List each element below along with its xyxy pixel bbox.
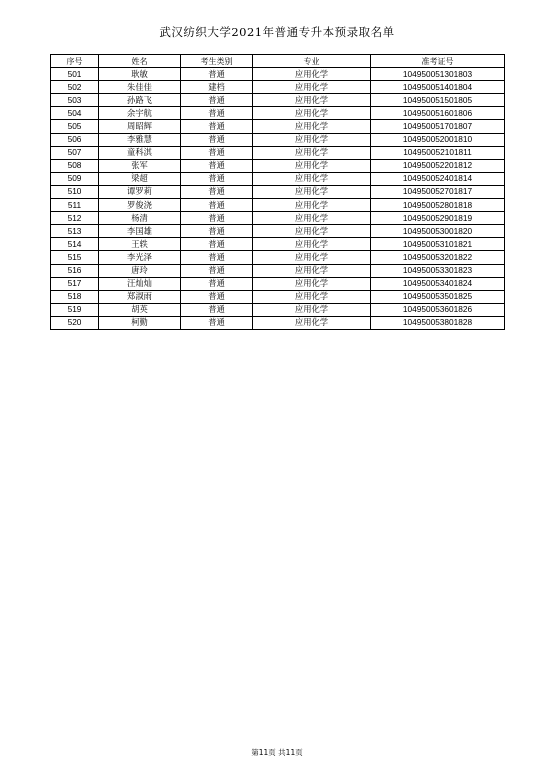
table-row: [51, 94, 505, 107]
cell-exam-number: 104950052401814: [371, 172, 505, 185]
table-row: [51, 133, 505, 146]
cell-category: 普通: [181, 185, 253, 198]
cell-exam-number: 104950053501825: [371, 290, 505, 303]
cell-name: 谭罗莉: [99, 185, 181, 198]
table-row: [51, 81, 505, 94]
table-row: [51, 159, 505, 172]
cell-seq: 506: [51, 133, 99, 146]
table-row: [51, 290, 505, 303]
cell-category: 普通: [181, 94, 253, 107]
cell-major: 应用化学: [253, 68, 371, 81]
cell-major: 应用化学: [253, 199, 371, 212]
cell-category: 普通: [181, 238, 253, 251]
cell-category: 普通: [181, 316, 253, 329]
cell-seq: 508: [51, 159, 99, 172]
table-row: [51, 185, 505, 198]
cell-category: 普通: [181, 225, 253, 238]
cell-exam-number: 104950052101811: [371, 146, 505, 159]
cell-major: 应用化学: [253, 303, 371, 316]
cell-seq: 509: [51, 172, 99, 185]
cell-exam-number: 104950051701807: [371, 120, 505, 133]
cell-name: 朱佳佳: [99, 81, 181, 94]
header-exam-number: 准考证号: [371, 55, 505, 68]
cell-major: 应用化学: [253, 146, 371, 159]
cell-major: 应用化学: [253, 81, 371, 94]
cell-exam-number: 104950053601826: [371, 303, 505, 316]
cell-exam-number: 104950052001810: [371, 133, 505, 146]
cell-name: 梁超: [99, 172, 181, 185]
cell-major: 应用化学: [253, 133, 371, 146]
cell-seq: 513: [51, 225, 99, 238]
table-row: [51, 238, 505, 251]
table-row: [51, 264, 505, 277]
cell-category: 建档: [181, 81, 253, 94]
cell-seq: 515: [51, 251, 99, 264]
cell-exam-number: 104950053101821: [371, 238, 505, 251]
cell-seq: 520: [51, 316, 99, 329]
cell-category: 普通: [181, 68, 253, 81]
cell-seq: 510: [51, 185, 99, 198]
cell-seq: 518: [51, 290, 99, 303]
cell-name: 张军: [99, 159, 181, 172]
cell-name: 汪灿灿: [99, 277, 181, 290]
cell-name: 余宇航: [99, 107, 181, 120]
cell-major: 应用化学: [253, 251, 371, 264]
cell-category: 普通: [181, 290, 253, 303]
cell-name: 罗俊浇: [99, 199, 181, 212]
header-category: 考生类别: [181, 55, 253, 68]
cell-name: 唐玲: [99, 264, 181, 277]
cell-major: 应用化学: [253, 264, 371, 277]
page-footer: 第11页 共11页: [251, 748, 303, 757]
table-row: [51, 303, 505, 316]
cell-seq: 507: [51, 146, 99, 159]
cell-seq: 501: [51, 68, 99, 81]
cell-exam-number: 104950052801818: [371, 199, 505, 212]
cell-category: 普通: [181, 212, 253, 225]
cell-name: 王轶: [99, 238, 181, 251]
cell-major: 应用化学: [253, 212, 371, 225]
table-row: [51, 225, 505, 238]
cell-name: 李国雄: [99, 225, 181, 238]
table-row: [51, 68, 505, 81]
cell-category: 普通: [181, 120, 253, 133]
cell-category: 普通: [181, 303, 253, 316]
cell-exam-number: 104950053301823: [371, 264, 505, 277]
table-row: [51, 107, 505, 120]
cell-exam-number: 104950052901819: [371, 212, 505, 225]
cell-seq: 519: [51, 303, 99, 316]
table-row: [51, 172, 505, 185]
cell-exam-number: 104950051501805: [371, 94, 505, 107]
cell-seq: 504: [51, 107, 99, 120]
cell-exam-number: 104950051601806: [371, 107, 505, 120]
header-row: [51, 55, 505, 68]
cell-major: 应用化学: [253, 238, 371, 251]
cell-seq: 514: [51, 238, 99, 251]
cell-major: 应用化学: [253, 185, 371, 198]
cell-exam-number: 104950053801828: [371, 316, 505, 329]
cell-name: 胡英: [99, 303, 181, 316]
cell-category: 普通: [181, 159, 253, 172]
cell-name: 孙路飞: [99, 94, 181, 107]
cell-major: 应用化学: [253, 172, 371, 185]
table-header: [51, 55, 505, 68]
header-seq: 序号: [51, 55, 99, 68]
cell-seq: 503: [51, 94, 99, 107]
table-row: [51, 277, 505, 290]
cell-seq: 505: [51, 120, 99, 133]
header-major: 专业: [253, 55, 371, 68]
cell-name: 周昭辉: [99, 120, 181, 133]
cell-category: 普通: [181, 133, 253, 146]
cell-exam-number: 104950053201822: [371, 251, 505, 264]
cell-seq: 502: [51, 81, 99, 94]
cell-exam-number: 104950053001820: [371, 225, 505, 238]
cell-major: 应用化学: [253, 120, 371, 133]
cell-name: 李光泽: [99, 251, 181, 264]
cell-major: 应用化学: [253, 316, 371, 329]
document-title: 武汉纺织大学2021年普通专升本预录取名单: [159, 25, 395, 39]
table-row: [51, 316, 505, 329]
cell-category: 普通: [181, 277, 253, 290]
table-row: [51, 212, 505, 225]
cell-category: 普通: [181, 146, 253, 159]
cell-category: 普通: [181, 107, 253, 120]
header-name: 姓名: [99, 55, 181, 68]
cell-major: 应用化学: [253, 107, 371, 120]
table-row: [51, 251, 505, 264]
cell-major: 应用化学: [253, 290, 371, 303]
cell-category: 普通: [181, 264, 253, 277]
table-row: [51, 199, 505, 212]
cell-name: 杨清: [99, 212, 181, 225]
cell-name: 耿敏: [99, 68, 181, 81]
cell-seq: 512: [51, 212, 99, 225]
cell-name: 柯勤: [99, 316, 181, 329]
admission-table: [50, 54, 505, 330]
cell-exam-number: 104950053401824: [371, 277, 505, 290]
cell-category: 普通: [181, 199, 253, 212]
cell-category: 普通: [181, 172, 253, 185]
cell-name: 李雅慧: [99, 133, 181, 146]
table-row: [51, 120, 505, 133]
cell-major: 应用化学: [253, 159, 371, 172]
table-body: [51, 68, 505, 330]
cell-seq: 517: [51, 277, 99, 290]
cell-exam-number: 104950052201812: [371, 159, 505, 172]
cell-seq: 511: [51, 199, 99, 212]
cell-exam-number: 104950052701817: [371, 185, 505, 198]
table-row: [51, 146, 505, 159]
cell-name: 郑淑雨: [99, 290, 181, 303]
cell-category: 普通: [181, 251, 253, 264]
cell-major: 应用化学: [253, 225, 371, 238]
cell-name: 童科淇: [99, 146, 181, 159]
cell-exam-number: 104950051401804: [371, 81, 505, 94]
cell-exam-number: 104950051301803: [371, 68, 505, 81]
cell-major: 应用化学: [253, 94, 371, 107]
cell-seq: 516: [51, 264, 99, 277]
cell-major: 应用化学: [253, 277, 371, 290]
